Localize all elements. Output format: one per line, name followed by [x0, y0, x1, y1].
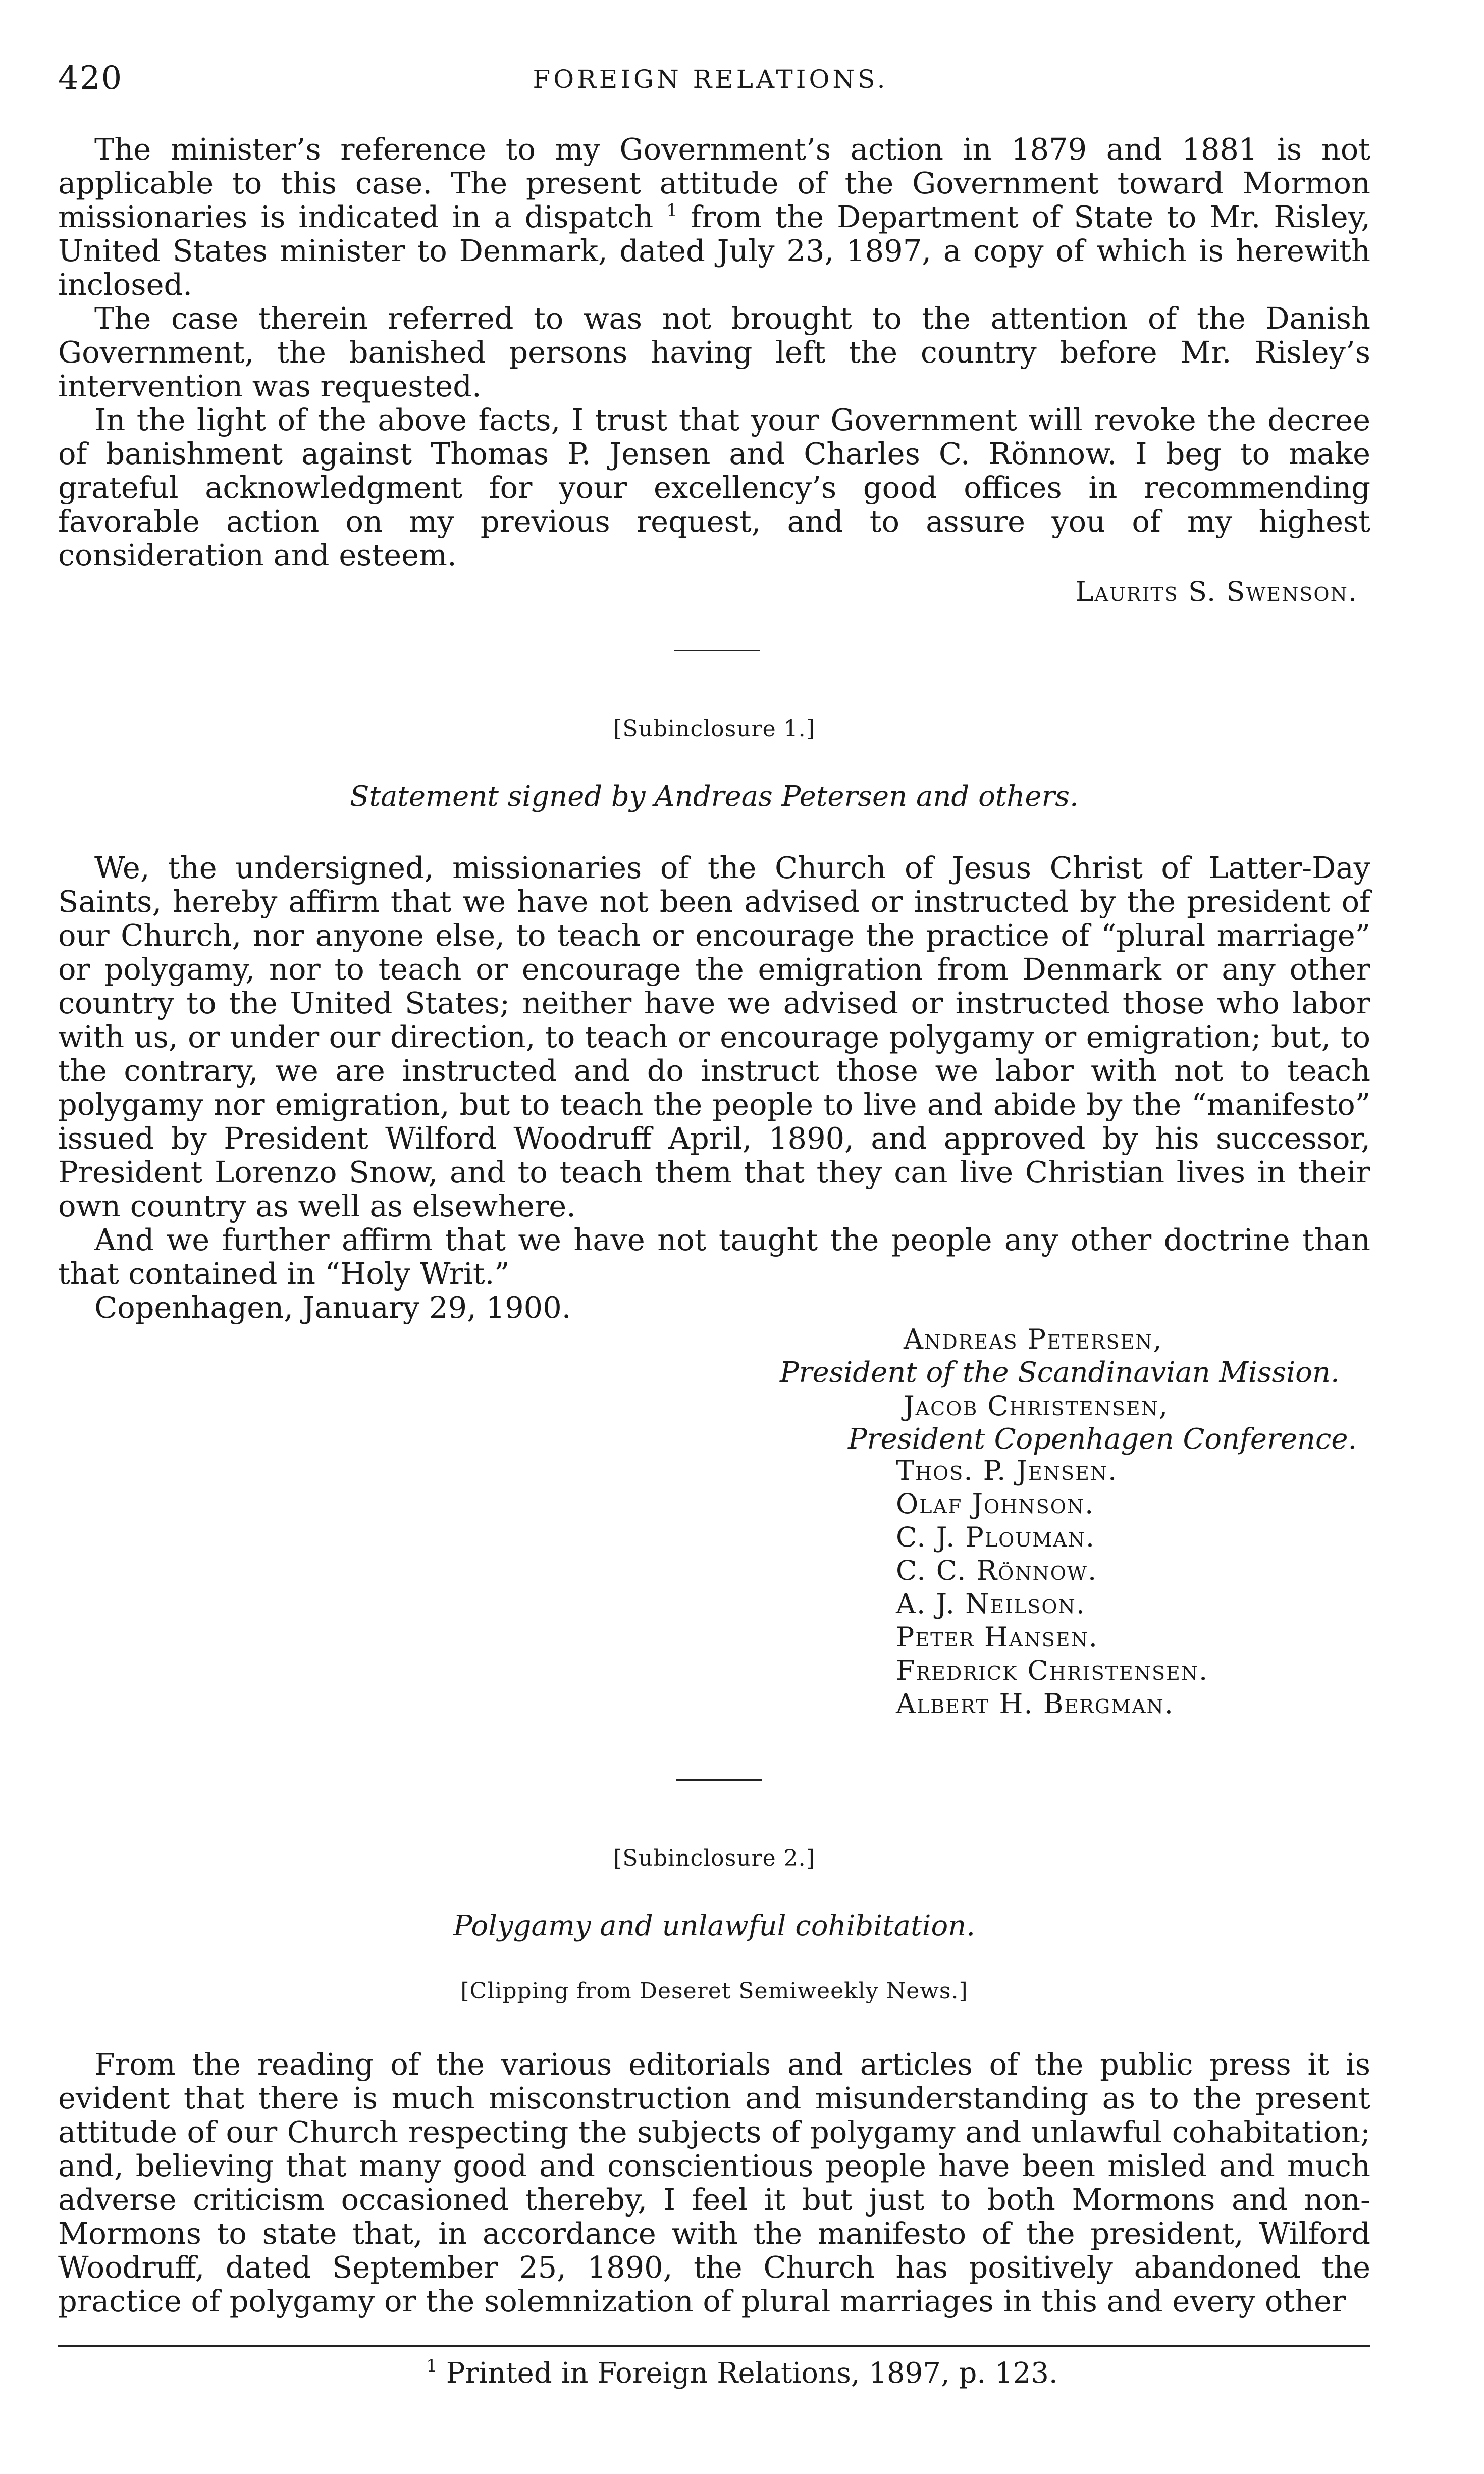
clipping-body: [58, 2047, 1370, 2318]
section-divider: [676, 1779, 762, 1781]
subinclosure-1-title: Statement signed by Andreas Petersen and others.: [350, 780, 1079, 813]
list-item: C. C. Rönnow.: [896, 1555, 1098, 1586]
list-item: Albert H. Bergman.: [896, 1688, 1174, 1720]
signer-name: Jacob Christensen,: [904, 1390, 1169, 1422]
letter-signature: Laurits S. Swenson.: [1075, 576, 1358, 607]
footnote-marker: 1: [426, 2356, 437, 2376]
letter-body: [58, 132, 1370, 572]
signer-block: [848, 1389, 1357, 1456]
page-number: 420: [58, 60, 123, 97]
footnote-text: Printed in Foreign Relations, 1897, p. 123.: [446, 2357, 1058, 2390]
letter-paragraph: In the light of the above facts, I trust that your Government will revoke the decree of banishment against Thomas P. Jensen and Charles C. Rönnow. I beg to make grateful acknowledgment for your excellency’s good offices in recommending favorable action on my previous request, and to assure you of my highest consideration and esteem.: [58, 402, 1370, 573]
clipping-source: [Clipping from Deseret Semiweekly News.]: [460, 1978, 968, 2004]
letter-paragraph: The minister’s reference to my Government’s action in 1879 and 1881 is not applicable to this case. The present attitude of the Government toward Mormon missionaries is indicated in a dispatch $^1$ from the Department of State to Mr. Risley, United States minister to Denmark, dated July 23, 1897, a copy of which is herewith inclosed.: [58, 132, 1370, 302]
signer-name: Andreas Petersen,: [904, 1323, 1163, 1355]
statement-paragraph: We, the undersigned, missionaries of the Church of Jesus Christ of Latter-Day Saints, hereby affirm that we have not been advised or instructed by the president of our Church, nor anyone else, to teach or encourage the practice of “plural marriage” or polygamy, nor to teach or encourage the emigration from Denmark or any other country to the United States; neither have we advised or instructed those who labor with us, or under our direction, to teach or encourage polygamy or emigration; but, to the contrary, we are instructed and do instruct those we labor with not to teach polygamy nor emigration, but to teach the people to live and abide by the “manifesto” issued by President Wilford Woodruff April, 1890, and approved by his successor, President Lorenzo Snow, and to teach them that they can live Christian lives in their own country as well as elsewhere.: [58, 850, 1370, 1223]
letter-paragraph: The case therein referred to was not brought to the attention of the Danish Government, the banished persons having left the country before Mr. Risley’s intervention was requested.: [58, 301, 1370, 403]
subinclosure-1-label: [Subinclosure 1.]: [613, 716, 815, 742]
list-item: Fredrick Christensen.: [896, 1655, 1209, 1686]
footnote: [0, 2357, 1484, 2390]
signer-list: [896, 1454, 1208, 1721]
running-head: FOREIGN RELATIONS.: [533, 65, 888, 94]
signer-title: President of the Scandinavian Mission.: [780, 1356, 1340, 1389]
statement-body: [58, 851, 1370, 1324]
list-item: Olaf Johnson.: [896, 1488, 1095, 1520]
subinclosure-2-title: Polygamy and unlawful cohibitation.: [453, 1910, 976, 1942]
footnote-marker: 1: [666, 200, 677, 221]
list-item: Peter Hansen.: [896, 1621, 1098, 1653]
clipping-paragraph: From the reading of the various editorials and articles of the public press it is evident that there is much misconstruction and misunderstanding as to the present attitude of our Church respecting the subjects of polygamy and unlawful cohabitation; and, believing that many good and conscientious people have been misled and much adverse criticism occasioned thereby, I feel it but just to both Mormons and non-Mormons to state that, in accordance with the manifesto of the president, Wilford Woodruff, dated September 25, 1890, the Church has positively abandoned the practice of polygamy or the solemnization of plural marriages in this and every other: [58, 2047, 1370, 2318]
list-item: C. J. Plouman.: [896, 1521, 1096, 1553]
statement-place-date: Copenhagen, January 29, 1900.: [94, 1290, 571, 1325]
signer-block: [780, 1323, 1340, 1389]
list-item: A. J. Neilson.: [896, 1588, 1086, 1620]
statement-paragraph: And we further affirm that we have not taught the people any other doctrine than that contained in “Holy Writ.”: [58, 1222, 1370, 1291]
page-header: [58, 60, 1363, 105]
footnote-divider: [58, 2345, 1370, 2347]
section-divider: [674, 650, 760, 651]
list-item: Thos. P. Jensen.: [896, 1455, 1118, 1486]
signer-title: President Copenhagen Conference.: [848, 1423, 1357, 1456]
subinclosure-2-label: [Subinclosure 2.]: [613, 1845, 815, 1871]
